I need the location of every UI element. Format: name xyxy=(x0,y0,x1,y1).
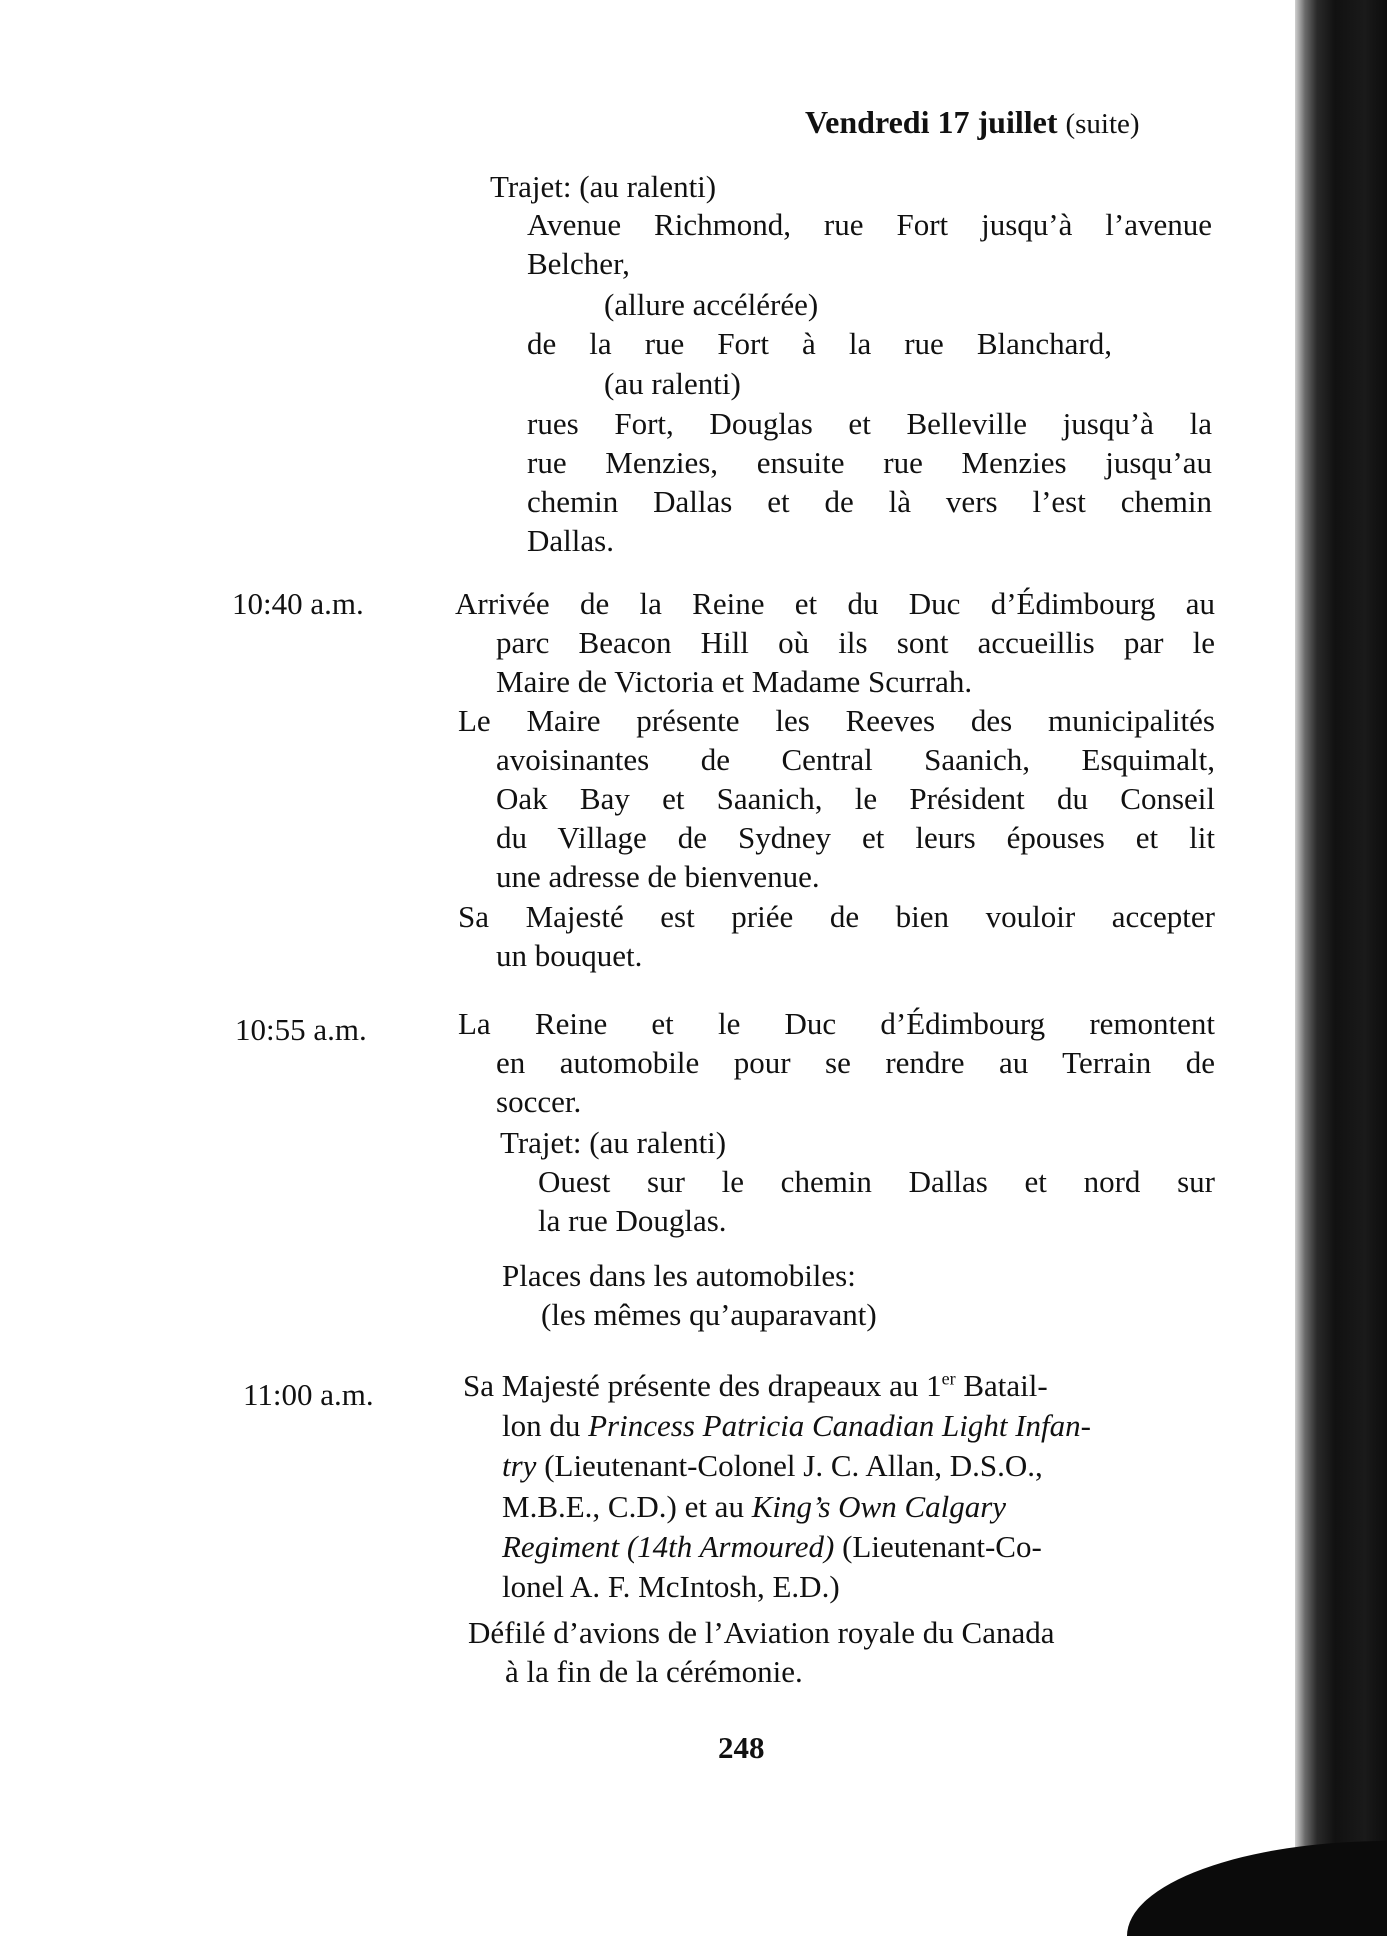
entry-text-line: à la fin de la cérémonie. xyxy=(505,1654,803,1689)
header-suite: (suite) xyxy=(1065,108,1140,140)
entry-text-line: avoisinantes de Central Saanich, Esquimalt, xyxy=(496,742,1215,777)
entry-text-line: un bouquet. xyxy=(496,938,643,973)
entry-text-line: Sa Majesté présente des drapeaux au 1er Batail- xyxy=(463,1368,1048,1403)
car-places-note: (les mêmes qu’auparavant) xyxy=(541,1297,877,1332)
running-header xyxy=(805,102,1140,144)
entry-time: 11:00 a.m. xyxy=(243,1377,374,1412)
entry-text-line: une adresse de bienvenue. xyxy=(496,859,820,894)
entry-text-line: M.B.E., C.D.) et au King’s Own Calgary xyxy=(502,1489,1007,1524)
page-curl-shadow xyxy=(1127,1841,1387,1936)
entry-text-line: Regiment (14th Armoured) (Lieutenant-Co- xyxy=(502,1529,1042,1564)
route-line: Ouest sur le chemin Dallas et nord sur xyxy=(538,1164,1215,1199)
entry-text-line: Arrivée de la Reine et du Duc d’Édimbourg au xyxy=(455,586,1215,621)
route-line: chemin Dallas et de là vers l’est chemin xyxy=(527,484,1212,519)
entry-text-line: Défilé d’avions de l’Aviation royale du Canada xyxy=(468,1615,1055,1650)
route-line: Avenue Richmond, rue Fort jusqu’à l’avenue xyxy=(527,207,1212,242)
route-heading: Trajet: (au ralenti) xyxy=(500,1125,727,1160)
entry-text-line: lon du Princess Patricia Canadian Light Infan- xyxy=(502,1408,1091,1443)
route-heading: Trajet: (au ralenti) xyxy=(490,169,717,204)
entry-time: 10:55 a.m. xyxy=(235,1012,367,1047)
route-line: de la rue Fort à la rue Blanchard, xyxy=(527,326,1112,361)
entry-text-line: du Village de Sydney et leurs épouses et lit xyxy=(496,820,1215,855)
entry-text-line: parc Beacon Hill où ils sont accueillis par le xyxy=(496,625,1215,660)
route-line: Dallas. xyxy=(527,523,614,558)
entry-text-line: Le Maire présente les Reeves des municipalités xyxy=(458,703,1215,738)
entry-text-line: Sa Majesté est priée de bien vouloir accepter xyxy=(458,899,1215,934)
route-line: rues Fort, Douglas et Belleville jusqu’à la xyxy=(527,406,1212,441)
entry-text-line: try (Lieutenant-Colonel J. C. Allan, D.S.O., xyxy=(502,1448,1043,1483)
entry-text-line: La Reine et le Duc d’Édimbourg remontent xyxy=(458,1006,1215,1041)
entry-text-line: Maire de Victoria et Madame Scurrah. xyxy=(496,664,973,699)
page-edge-shadow xyxy=(1295,0,1387,1936)
entry-time: 10:40 a.m. xyxy=(232,586,364,621)
page-number: 248 xyxy=(718,1730,765,1765)
header-day: Vendredi 17 juillet xyxy=(805,104,1058,140)
entry-text-line: en automobile pour se rendre au Terrain de xyxy=(496,1045,1215,1080)
route-line: la rue Douglas. xyxy=(538,1203,727,1238)
route-speed-note: (au ralenti) xyxy=(604,366,741,401)
route-speed-note: (allure accélérée) xyxy=(604,287,819,322)
route-line: Belcher, xyxy=(527,246,630,281)
entry-text-line: soccer. xyxy=(496,1084,582,1119)
car-places-heading: Places dans les automobiles: xyxy=(502,1258,856,1293)
entry-text-line: Oak Bay et Saanich, le Président du Conseil xyxy=(496,781,1215,816)
route-line: rue Menzies, ensuite rue Menzies jusqu’au xyxy=(527,445,1212,480)
entry-text-line: lonel A. F. McIntosh, E.D.) xyxy=(502,1569,840,1604)
